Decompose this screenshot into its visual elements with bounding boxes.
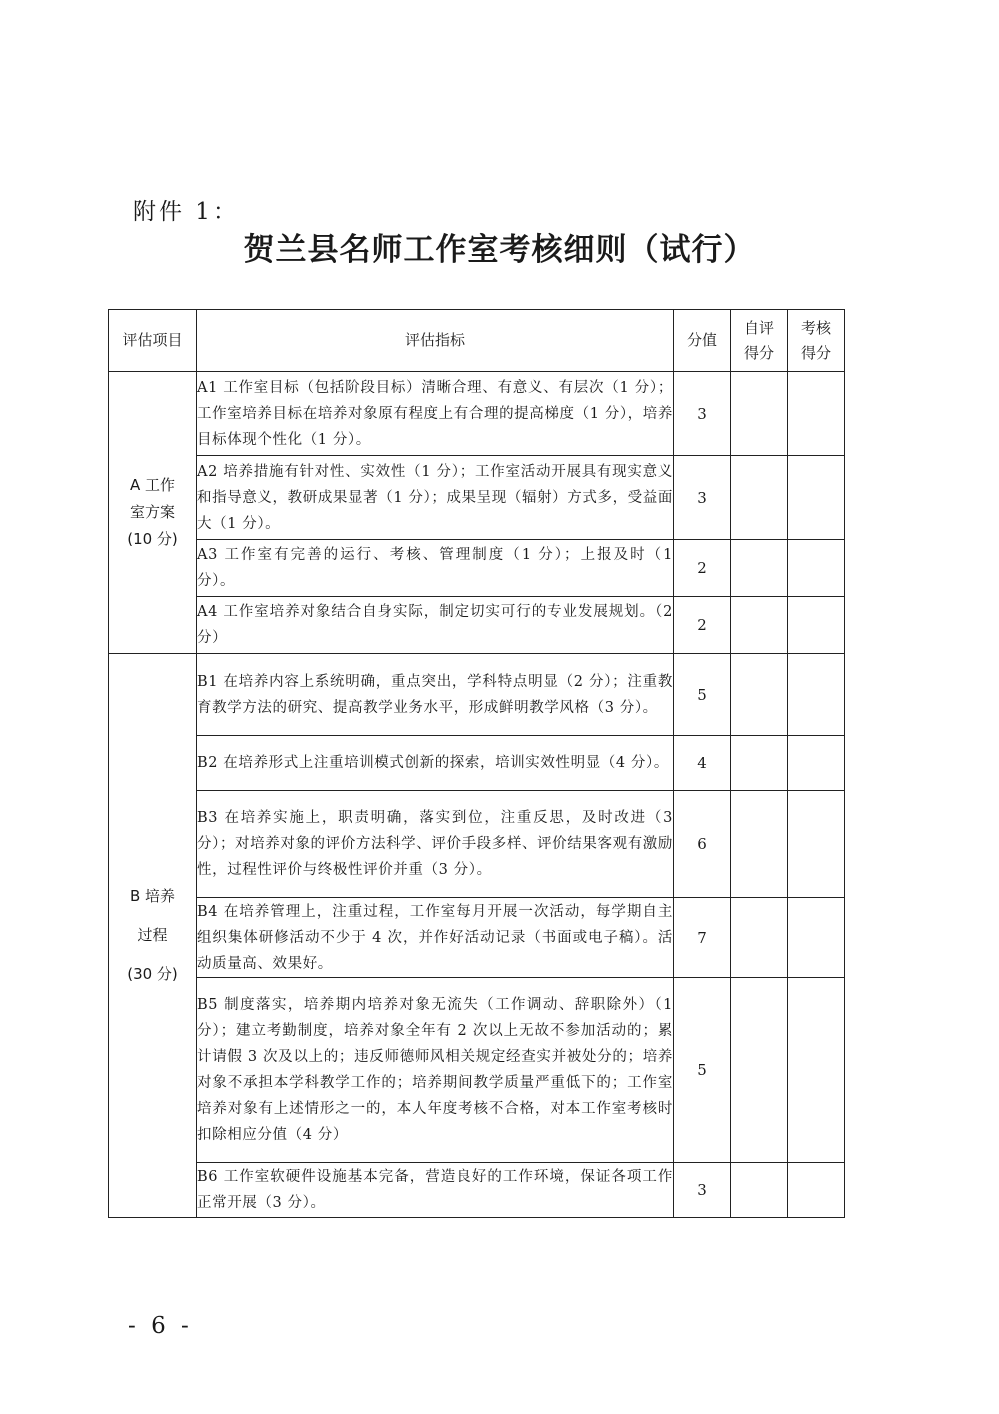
review-score-a2[interactable]: [788, 456, 845, 540]
indicator-a1: A1 工作室目标（包括阶段目标）清晰合理、有意义、有层次（1 分）；工作室培养目标在培养对象原有程度上有合理的提高梯度（1 分），培养目标体现个性化（1 分）。: [197, 372, 674, 456]
indicator-b6: B6 工作室软硬件设施基本完备，营造良好的工作环境，保证各项工作正常开展（3 分）。: [197, 1163, 674, 1218]
self-score-a1[interactable]: [731, 372, 788, 456]
header-self-line1: 自评: [743, 318, 774, 337]
table-row: [109, 791, 845, 898]
self-score-b4[interactable]: [731, 898, 788, 978]
table-row: [109, 736, 845, 791]
header-category: 评估项目: [109, 310, 197, 372]
self-score-b3[interactable]: [731, 791, 788, 898]
review-score-a3[interactable]: [788, 540, 845, 597]
indicator-a3: A3 工作室有完善的运行、考核、管理制度（1 分）；上报及时（1 分）。: [197, 540, 674, 597]
category-a-line3: (10 分): [127, 530, 178, 548]
review-score-b3[interactable]: [788, 791, 845, 898]
category-a-line2: 室方案: [129, 503, 175, 521]
review-score-b2[interactable]: [788, 736, 845, 791]
review-score-a4[interactable]: [788, 597, 845, 654]
indicator-b3: B3 在培养实施上，职责明确，落实到位，注重反思，及时改进（3 分）；对培养对象的评价方法科学、评价手段多样、评价结果客观有激励性，过程性评价与终极性评价并重（3 分）。: [197, 791, 674, 898]
score-b5: 5: [674, 978, 731, 1163]
attachment-label: 附件 1：: [133, 199, 239, 225]
self-score-b1[interactable]: [731, 654, 788, 736]
score-b2: 4: [674, 736, 731, 791]
score-a2: 3: [674, 456, 731, 540]
review-score-b6[interactable]: [788, 1163, 845, 1218]
category-b-line2: 过程: [137, 926, 168, 944]
header-self-score: [731, 310, 788, 372]
score-b3: 6: [674, 791, 731, 898]
page-number: - 6 -: [128, 1313, 193, 1339]
self-score-a2[interactable]: [731, 456, 788, 540]
review-score-b1[interactable]: [788, 654, 845, 736]
self-score-a4[interactable]: [731, 597, 788, 654]
indicator-a4: A4 工作室培养对象结合自身实际，制定切实可行的专业发展规划。（2 分）: [197, 597, 674, 654]
indicator-b5: B5 制度落实，培养期内培养对象无流失（工作调动、辞职除外）（1 分）；建立考勤制度，培养对象全年有 2 次以上无故不参加活动的；累计请假 3 次及以上的；违反师德师风相关规定经查实并被处分的；培养对象不承担本学科教学工作的；培养期间教学质量严重低下的；工作室培养对象有上述情形之一的，本人年度考核不合格，对本工作室考核时扣除相应分值（4 分）: [197, 978, 674, 1163]
table-row: [109, 540, 845, 597]
header-self-line2: 得分: [743, 343, 774, 362]
table-row: [109, 456, 845, 540]
score-a1: 3: [674, 372, 731, 456]
table-row: [109, 898, 845, 978]
evaluation-table: [108, 309, 845, 1218]
category-b-line1: B 培养: [129, 887, 176, 905]
score-b1: 5: [674, 654, 731, 736]
self-score-a3[interactable]: [731, 540, 788, 597]
score-a3: 2: [674, 540, 731, 597]
table-row: [109, 654, 845, 736]
self-score-b5[interactable]: [731, 978, 788, 1163]
self-score-b2[interactable]: [731, 736, 788, 791]
indicator-a2: A2 培养措施有针对性、实效性（1 分）；工作室活动开展具有现实意义和指导意义，教研成果显著（1 分）；成果呈现（辐射）方式多，受益面大（1 分）。: [197, 456, 674, 540]
document-title: 贺兰县名师工作室考核细则（试行）: [243, 232, 756, 268]
indicator-b1: B1 在培养内容上系统明确，重点突出，学科特点明显（2 分）；注重教育教学方法的研究、提高教学业务水平，形成鲜明教学风格（3 分）。: [197, 654, 674, 736]
table-row: [109, 1163, 845, 1218]
score-a4: 2: [674, 597, 731, 654]
indicator-b2: B2 在培养形式上注重培训模式创新的探索，培训实效性明显（4 分）。: [197, 736, 674, 791]
header-review-line1: 考核: [800, 318, 831, 337]
table-row: [109, 597, 845, 654]
table-header-row: [109, 310, 845, 372]
review-score-b4[interactable]: [788, 898, 845, 978]
category-b: [109, 654, 197, 1218]
table-row: [109, 978, 845, 1163]
category-a-line1: A 工作: [129, 476, 176, 494]
header-review-line2: 得分: [800, 343, 831, 362]
review-score-b5[interactable]: [788, 978, 845, 1163]
score-b4: 7: [674, 898, 731, 978]
review-score-a1[interactable]: [788, 372, 845, 456]
category-b-line3: (30 分): [127, 965, 178, 983]
self-score-b6[interactable]: [731, 1163, 788, 1218]
indicator-b4: B4 在培养管理上，注重过程，工作室每月开展一次活动，每学期自主组织集体研修活动不少于 4 次，并作好活动记录（书面或电子稿）。活动质量高、效果好。: [197, 898, 674, 978]
category-a: [109, 372, 197, 654]
header-indicator: 评估指标: [197, 310, 674, 372]
header-review-score: [788, 310, 845, 372]
header-score: 分值: [674, 310, 731, 372]
score-b6: 3: [674, 1163, 731, 1218]
table-row: [109, 372, 845, 456]
